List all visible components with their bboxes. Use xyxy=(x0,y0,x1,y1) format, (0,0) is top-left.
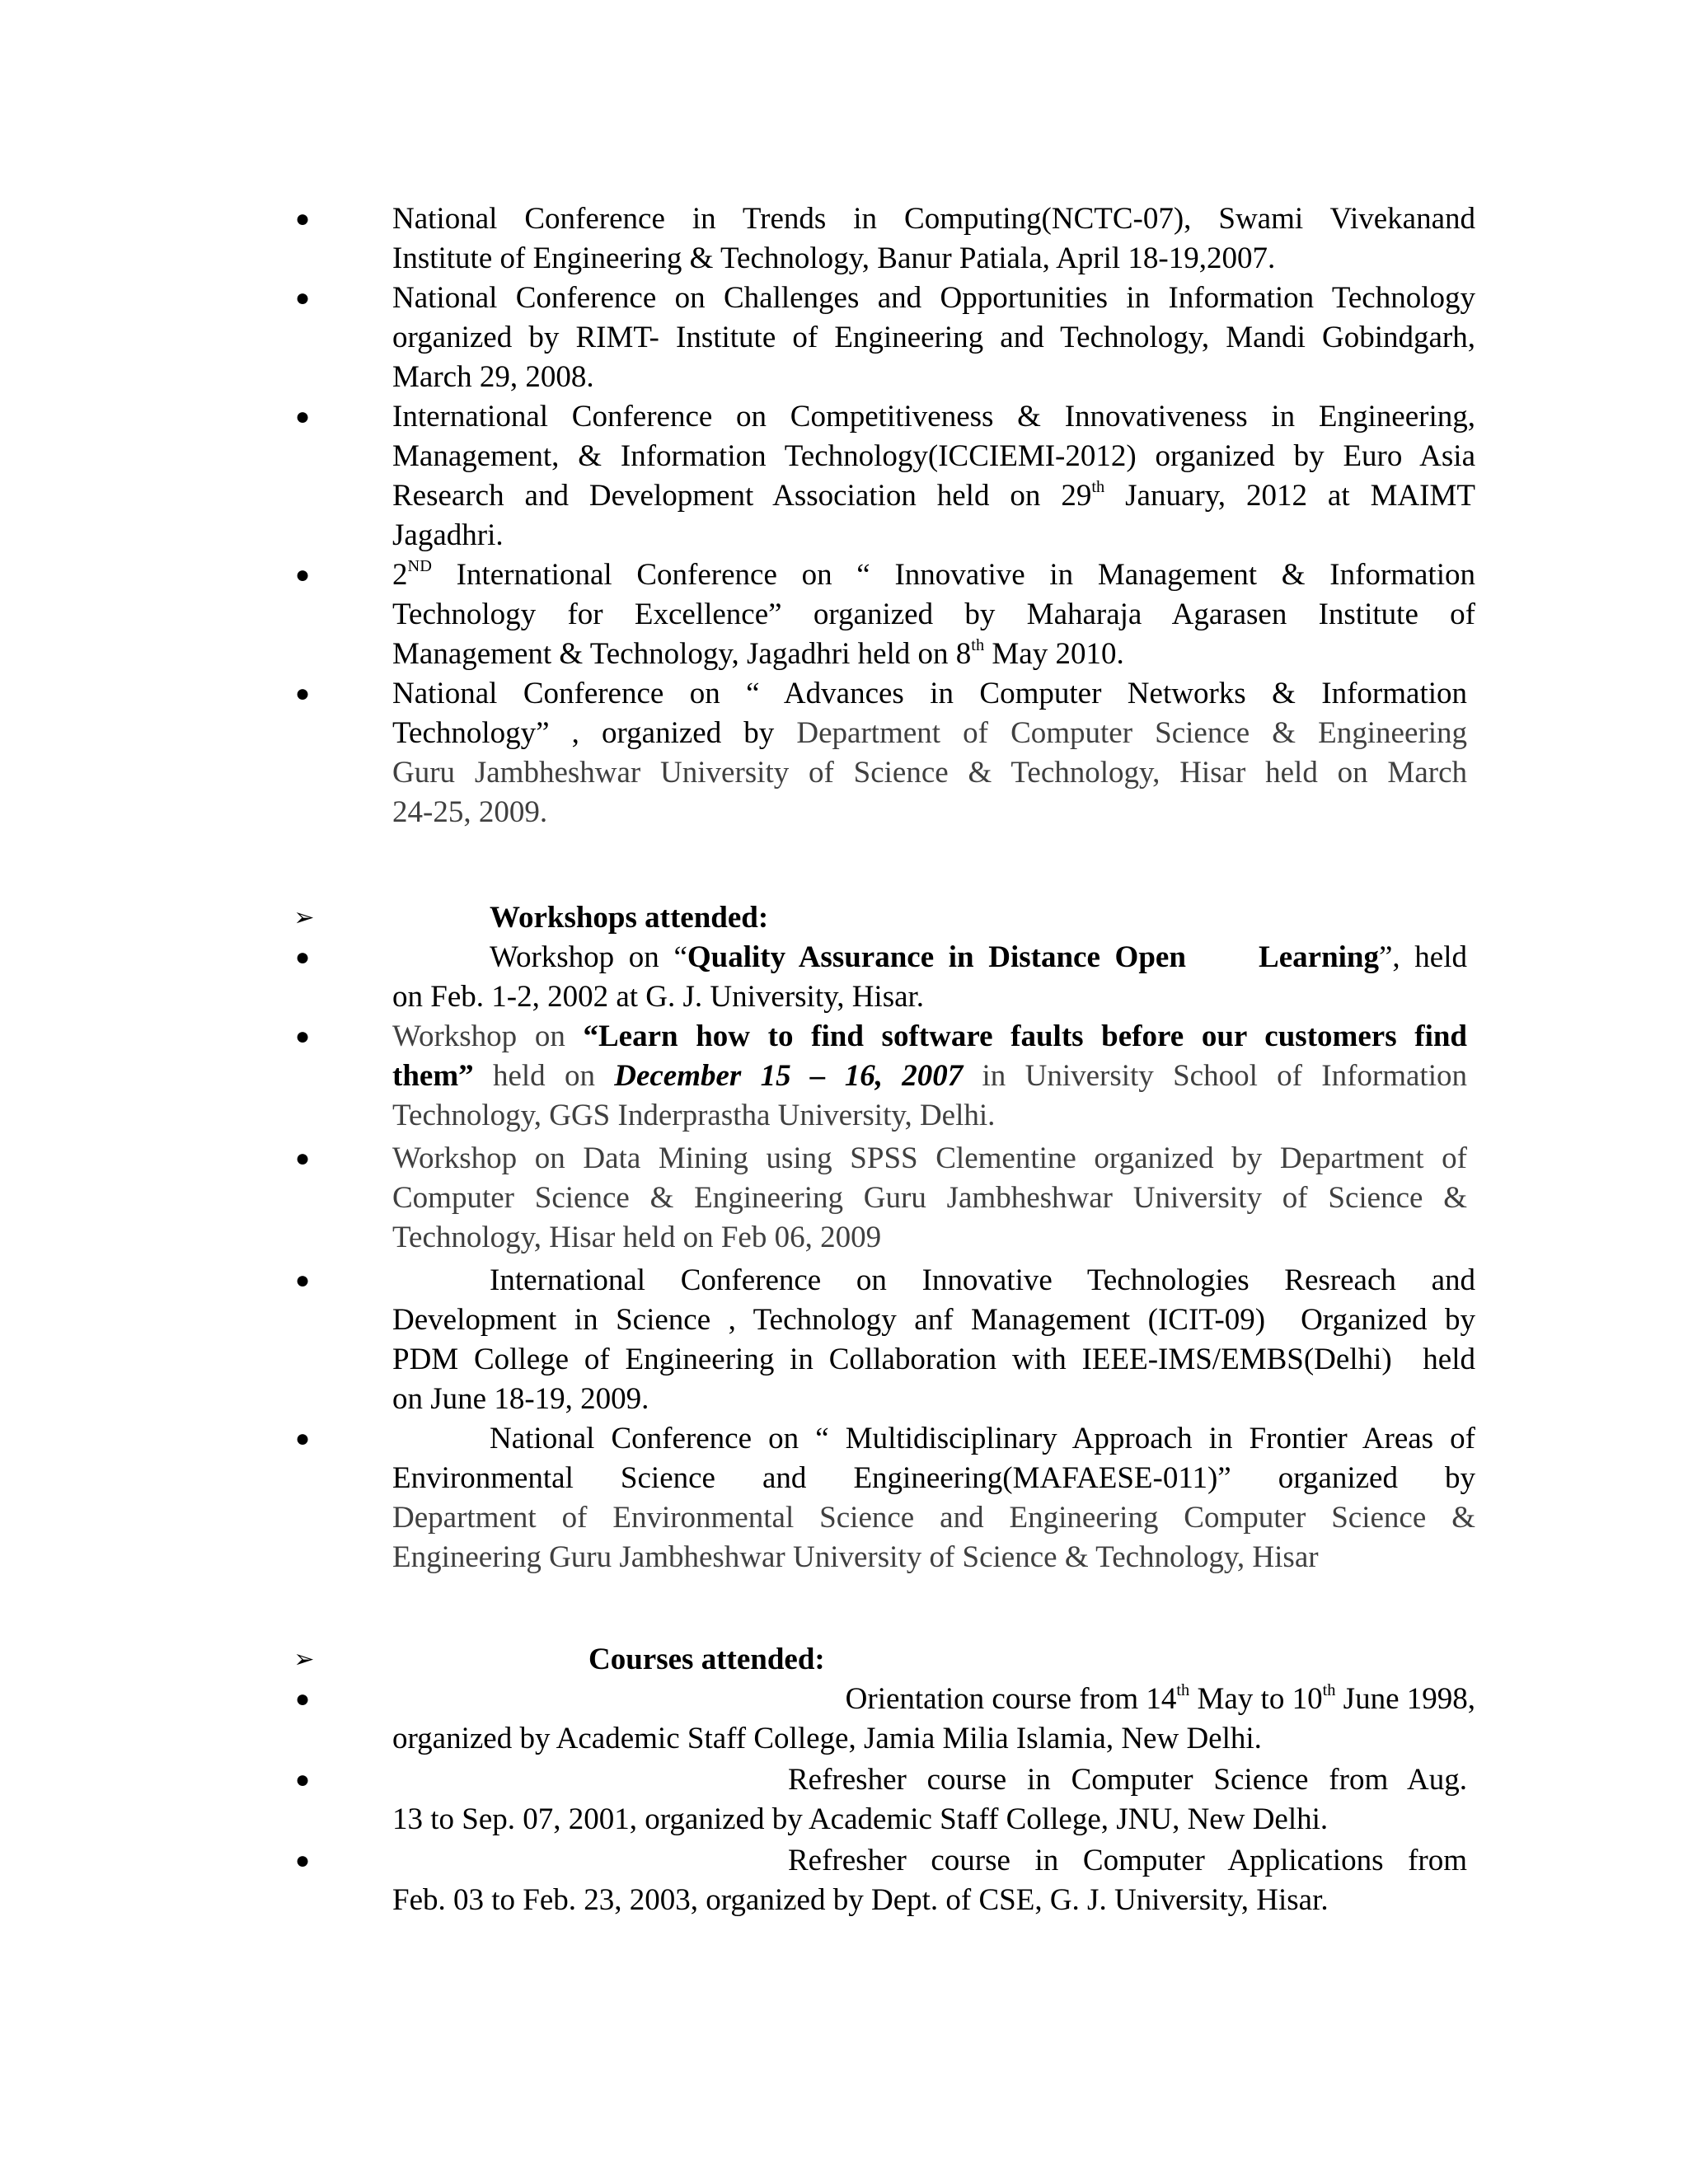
bold-text: them” xyxy=(392,1059,474,1093)
text-line: Management, & Information Technology(ICCIEMI-2012) organized by Euro Asia xyxy=(392,439,1475,473)
text-line: Computer Science & Engineering Guru Jambheshwar University of Science & xyxy=(392,1181,1467,1215)
text-span: May to 10 xyxy=(1189,1682,1323,1716)
bullet: ● xyxy=(294,1023,311,1050)
workshops-section xyxy=(293,898,1475,938)
text-line: Technology for Excellence” organized by Maharaja Agarasen Institute of xyxy=(392,598,1475,631)
section-heading: Workshops attended: xyxy=(490,901,769,935)
text-line: on Feb. 1-2, 2002 at G. J. University, Hisar. xyxy=(392,980,925,1014)
conference-item xyxy=(294,397,1476,555)
bold-italic-text: December 15 – 16, 2007 xyxy=(614,1059,964,1093)
text-line: National Conference in Trends in Computing(NCTC-07), Swami Vivekanand xyxy=(392,202,1475,236)
text-span: Workshop on xyxy=(392,1019,584,1053)
text-line: organized by Academic Staff College, Jamia Milia Islamia, New Delhi. xyxy=(392,1722,1262,1755)
course-item xyxy=(294,1760,1467,1840)
text-span: January, 2012 at MAIMT xyxy=(1104,479,1476,513)
text-line: 13 to Sep. 07, 2001, organized by Academic Staff College, JNU, New Delhi. xyxy=(392,1802,1329,1836)
workshop-item xyxy=(294,1261,1475,1419)
text-line xyxy=(392,555,1475,595)
text-span: Workshop on “ xyxy=(490,940,687,974)
text-line: 24-25, 2009. xyxy=(392,795,548,829)
text-line: Workshop on Data Mining using SPSS Clementine organized by Department of xyxy=(392,1141,1467,1175)
text-line: Department of Environmental Science and Engineering Computer Science & xyxy=(392,1501,1475,1535)
bold-text: Quality Assurance in Distance Open Learning xyxy=(687,940,1379,974)
bullet: ● xyxy=(294,1425,311,1452)
text-span: held on xyxy=(473,1059,615,1093)
text-line: Refresher course in Computer Science from Aug. xyxy=(788,1763,1467,1797)
workshop-item xyxy=(294,1017,1467,1136)
bullet: ● xyxy=(294,205,311,232)
text-line: National Conference on “ Advances in Computer Networks & Information xyxy=(392,677,1467,710)
text-line: National Conference on Challenges and Opportunities in Information Technology xyxy=(392,281,1475,315)
text-line xyxy=(392,938,1467,977)
bullet: ● xyxy=(294,680,311,707)
text-line: Guru Jambheshwar University of Science & Technology, Hisar held on March xyxy=(392,756,1467,790)
bullet: ● xyxy=(294,403,311,430)
text-span: May 2010. xyxy=(984,637,1124,671)
text-span: International Conference on “ Innovative in Management & Information xyxy=(431,558,1475,592)
bold-text: “Learn how to find software faults before our customers find xyxy=(583,1019,1467,1053)
text-line: Environmental Science and Engineering(MAFAESE-011)” organized by xyxy=(392,1461,1475,1495)
text-line: March 29, 2008. xyxy=(392,360,594,394)
bullet: ● xyxy=(294,944,311,971)
text-line: Technology, GGS Inderprastha University, Delhi. xyxy=(392,1099,996,1132)
workshop-item xyxy=(294,938,1468,1017)
course-item xyxy=(294,1841,1467,1920)
bullet: ● xyxy=(294,1766,311,1793)
text-line: Institute of Engineering & Technology, Banur Patiala, April 18-19,2007. xyxy=(392,241,1276,275)
text-line: Technology, Hisar held on Feb 06, 2009 xyxy=(392,1221,882,1254)
text-line xyxy=(392,476,1475,516)
bullet: ● xyxy=(294,561,311,588)
text-span: Orientation course from 14 xyxy=(845,1682,1177,1716)
text-line: International Conference on Competitiveness & Innovativeness in Engineering, xyxy=(392,400,1475,434)
course-item xyxy=(294,1680,1475,1759)
text-line: Engineering Guru Jambheshwar University of Science & Technology, Hisar xyxy=(392,1540,1319,1574)
conference-item xyxy=(294,279,1475,397)
bullet: ● xyxy=(294,1685,311,1713)
text-line: International Conference on Innovative Technologies Resreach and xyxy=(490,1263,1475,1297)
courses-section xyxy=(293,1640,1475,1680)
text-line: Development in Science , Technology anf Management (ICIT-09) Organized by xyxy=(392,1303,1475,1337)
workshop-item xyxy=(294,1139,1467,1258)
bullet: ● xyxy=(294,1145,311,1172)
text-line: organized by RIMT- Institute of Engineering and Technology, Mandi Gobindgarh, xyxy=(392,321,1475,354)
superscript: ND xyxy=(407,556,432,575)
text-span: Department of Computer Science & Engineering xyxy=(796,716,1467,750)
text-span: June 1998, xyxy=(1335,1682,1475,1716)
text-span: in University School of Information xyxy=(963,1059,1467,1093)
text-line: PDM College of Engineering in Collaboration with IEEE-IMS/EMBS(Delhi) held xyxy=(392,1343,1475,1376)
text-span: Research and Development Association held on 29 xyxy=(392,479,1092,513)
text-span: Management & Technology, Jagadhri held on 8 xyxy=(392,637,972,671)
text-span: 2 xyxy=(392,558,408,592)
conference-item xyxy=(294,199,1475,279)
text-span: Technology” , organized by xyxy=(392,716,797,750)
text-line: on June 18-19, 2009. xyxy=(392,1382,649,1416)
text-line xyxy=(392,1057,1467,1096)
text-line: National Conference on “ Multidisciplinary Approach in Frontier Areas of xyxy=(490,1422,1475,1455)
bullet: ● xyxy=(294,284,311,312)
superscript: th xyxy=(1091,477,1105,496)
text-line xyxy=(392,714,1467,753)
conference-item xyxy=(294,555,1475,674)
text-line xyxy=(392,1017,1467,1057)
superscript: th xyxy=(1322,1680,1336,1699)
section-heading: Courses attended: xyxy=(588,1643,825,1676)
arrow-bullet-icon: ➢ xyxy=(293,1646,315,1673)
arrow-bullet-icon: ➢ xyxy=(293,904,315,931)
superscript: th xyxy=(971,635,985,654)
conference-item xyxy=(294,674,1467,832)
text-line xyxy=(392,1680,1475,1719)
bullet: ● xyxy=(294,1267,311,1294)
text-line: Jagadhri. xyxy=(392,518,504,552)
text-span: ”, held xyxy=(1379,940,1468,974)
workshop-item xyxy=(294,1419,1475,1577)
text-line: Feb. 03 to Feb. 23, 2003, organized by Dept. of CSE, G. J. University, Hisar. xyxy=(392,1883,1329,1917)
superscript: th xyxy=(1176,1680,1190,1699)
bullet: ● xyxy=(294,1847,311,1874)
text-line: Refresher course in Computer Applications from xyxy=(788,1844,1467,1877)
text-line xyxy=(392,635,1475,674)
